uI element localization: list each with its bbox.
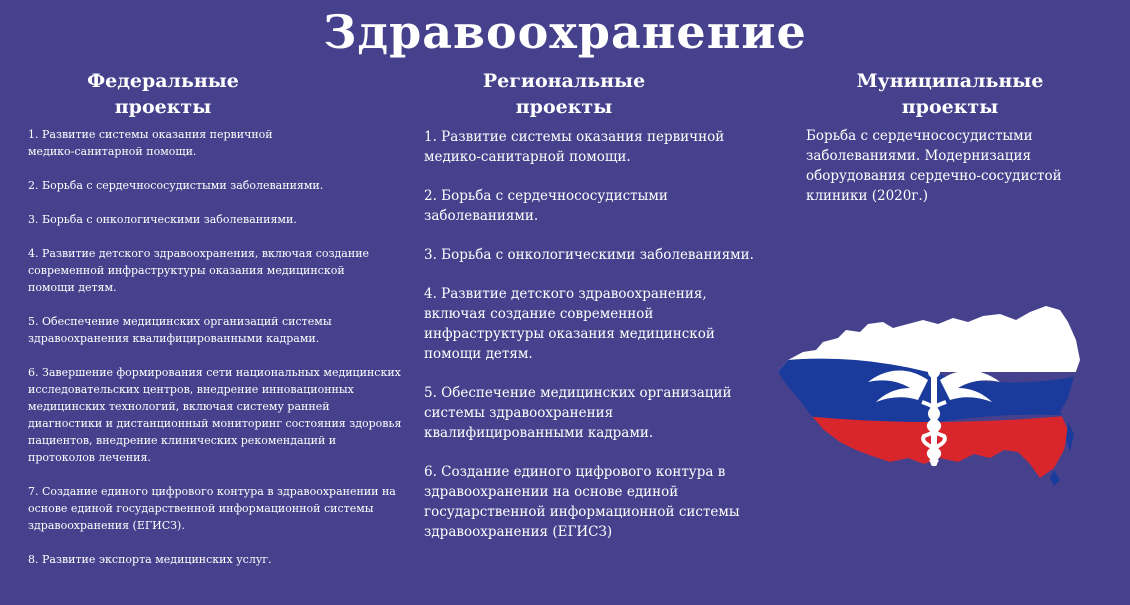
federal-item: 7. Создание единого цифрового контура в здравоохранении на основе единой государственной информационной системы здравоохранения (ЕГИСЗ). [28, 485, 396, 532]
municipal-heading [815, 68, 1085, 120]
federal-item: 5. Обеспечение медицинских организаций системы здравоохранения квалифицированными кадрами. [28, 315, 332, 345]
federal-heading-line2: проекты [114, 96, 212, 118]
federal-item: 2. Борьба с сердечнососудистыми заболеваниями. [28, 179, 324, 192]
municipal-heading-line2: проекты [901, 96, 999, 118]
municipal-text: Борьба с сердечнососудистыми заболеваниями. Модернизация оборудования сердечно-сосудистой клиники (2020г.) [806, 128, 1062, 204]
regional-item: 2. Борьба с сердечнососудистыми заболеваниями. [424, 188, 668, 224]
federal-item: 1. Развитие системы оказания первичной медико-санитарной помощи. [28, 128, 273, 158]
federal-heading-line1: Федеральные [87, 70, 239, 92]
page-title: Здравоохранение [323, 5, 807, 59]
regional-heading-line1: Региональные [482, 70, 646, 92]
federal-item: 3. Борьба с онкологическими заболеваниями. [28, 213, 297, 226]
regional-item: 3. Борьба с онкологическими заболеваниями. [424, 247, 754, 263]
federal-heading [28, 68, 298, 120]
regional-item: 5. Обеспечение медицинских организаций системы здравоохранения квалифицированными кадрами. [424, 385, 732, 441]
federal-item: 4. Развитие детского здравоохранения, включая создание современной инфраструктуры оказания медицинской помощи детям. [28, 247, 370, 294]
regional-item: 1. Развитие системы оказания первичной медико-санитарной помощи. [424, 129, 725, 165]
federal-item: 6. Завершение формирования сети национальных медицинских исследовательских центров, внедрение инновационных медицинских технологий, включая систему ранней диагностики и дистанционный мониторинг состояния здоровья пациентов, внедрение клинических рекомендаций и протоколов лечения. [28, 366, 402, 464]
federal-list [28, 126, 406, 585]
regional-heading [424, 68, 704, 120]
federal-item: 8. Развитие экспорта медицинских услуг. [28, 553, 272, 566]
regional-item: 6. Создание единого цифрового контура в здравоохранении на основе единой государственной информационной системы здравоохранения (ЕГИСЗ) [424, 464, 740, 540]
regional-heading-line2: проекты [515, 96, 613, 118]
municipal-heading-line1: Муниципальные [856, 70, 1044, 92]
regional-list [424, 127, 769, 561]
regional-item: 4. Развитие детского здравоохранения, включая создание современной инфраструктуры оказания медицинской помощи детям. [424, 286, 715, 362]
russia-flag-map-icon [768, 302, 1088, 487]
